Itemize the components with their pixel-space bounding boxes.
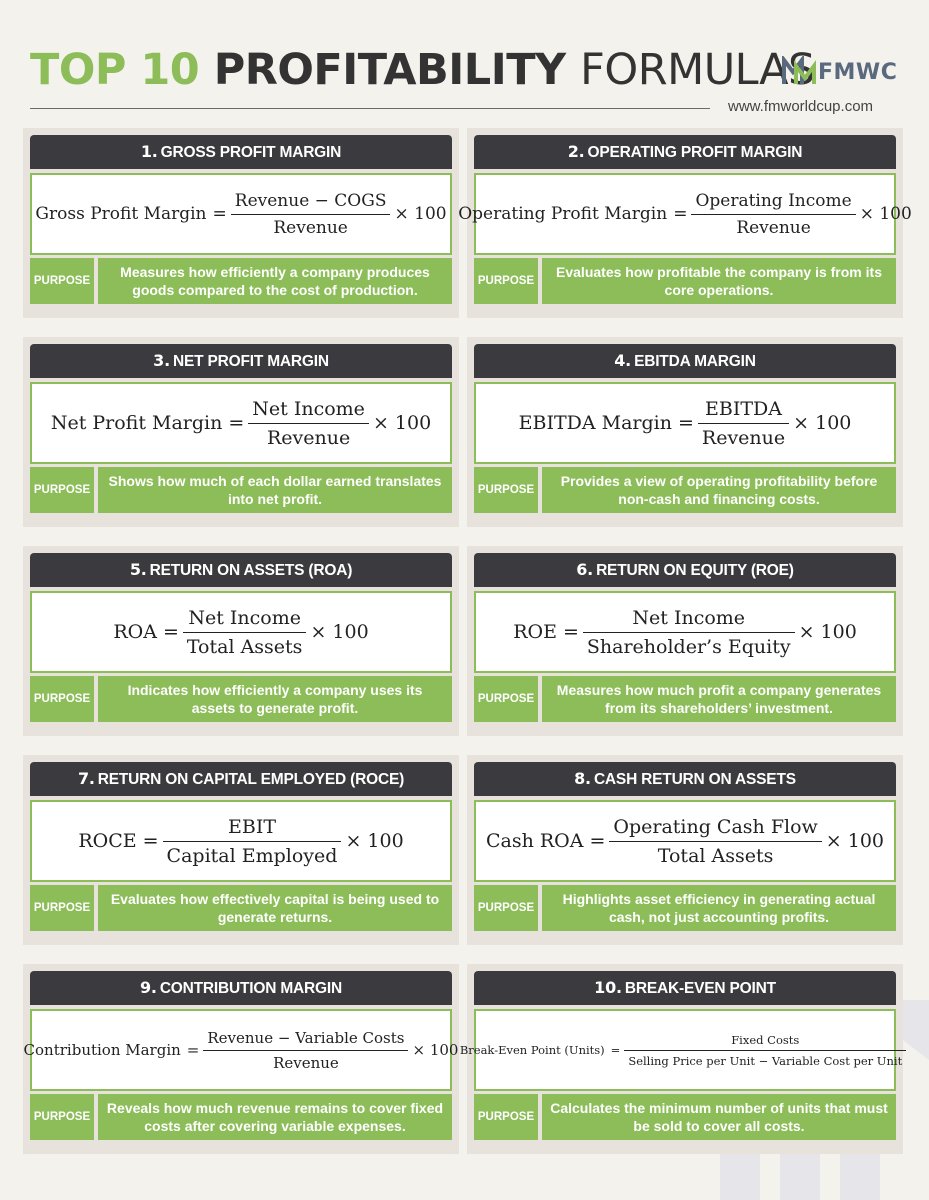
- equation: [35, 191, 446, 238]
- card-title-text: RETURN ON ASSETS (ROA): [149, 562, 353, 579]
- equals-sign: =: [673, 204, 688, 224]
- card-title: [30, 553, 452, 587]
- fraction: [583, 607, 795, 658]
- card-title-text: RETURN ON EQUITY (ROE): [596, 562, 794, 579]
- purpose-row: [474, 258, 896, 304]
- purpose-text: Indicates how efficiently a company uses its assets to generate profit.: [98, 676, 452, 722]
- formula-box: [30, 591, 452, 673]
- numerator: Net Income: [252, 397, 365, 420]
- card-title-text: EBITDA MARGIN: [634, 353, 756, 370]
- purpose-text: Evaluates how profitable the company is from its core operations.: [542, 258, 896, 304]
- purpose-label: PURPOSE: [474, 258, 538, 304]
- card-title-text: OPERATING PROFIT MARGIN: [587, 144, 803, 161]
- purpose-row: [30, 467, 452, 513]
- multiplier: × 100: [825, 830, 885, 852]
- formula-box: [30, 382, 452, 464]
- card-title: [30, 762, 452, 796]
- purpose-text: Highlights asset efficiency in generating actual cash, not just accounting profits.: [542, 885, 896, 931]
- numerator: Fixed Costs: [731, 1032, 800, 1047]
- formula-card-1: [23, 128, 459, 318]
- card-number: 8.: [574, 769, 591, 788]
- formula-box: [474, 800, 896, 882]
- purpose-row: [30, 885, 452, 931]
- equals-sign: =: [212, 204, 227, 224]
- website-link[interactable]: www.fmworldcup.com: [728, 98, 874, 115]
- purpose-label: PURPOSE: [474, 467, 538, 513]
- denominator: Capital Employed: [166, 844, 338, 867]
- denominator: Revenue: [273, 1053, 339, 1072]
- equals-sign: =: [677, 412, 694, 434]
- equation-lhs: Net Profit Margin: [50, 412, 223, 434]
- fraction: [231, 191, 391, 238]
- equation-lhs: Cash ROA: [485, 830, 584, 852]
- purpose-label: PURPOSE: [30, 467, 94, 513]
- purpose-label: PURPOSE: [474, 1094, 538, 1140]
- equation-lhs: ROA: [113, 621, 157, 643]
- fraction: [163, 816, 342, 867]
- fmwc-logo-icon: [782, 56, 816, 86]
- header-divider: [30, 108, 710, 109]
- card-number: 9.: [140, 978, 157, 997]
- equals-sign: =: [162, 621, 179, 643]
- multiplier: × 100: [310, 621, 369, 643]
- fmwc-logo: [782, 56, 902, 90]
- multiplier: × 100: [798, 621, 857, 643]
- formula-card-8: [467, 755, 903, 945]
- equation: [24, 1029, 459, 1072]
- denominator: Revenue: [701, 426, 786, 449]
- purpose-text: Reveals how much revenue remains to cover fixed costs after covering variable expenses.: [98, 1094, 452, 1140]
- denominator: Selling Price per Unit − Variable Cost per Unit: [628, 1053, 903, 1068]
- header: [30, 40, 900, 120]
- card-title: [474, 553, 896, 587]
- equation-lhs: Break-Even Point (Units): [459, 1043, 605, 1057]
- equation-lhs: Gross Profit Margin: [35, 204, 207, 224]
- purpose-text: Shows how much of each dollar earned translates into net profit.: [98, 467, 452, 513]
- equation: [78, 816, 403, 867]
- denominator: Revenue: [736, 217, 811, 238]
- title-top-10: TOP 10: [30, 45, 200, 95]
- purpose-text: Measures how efficiently a company produces goods compared to the cost of production.: [98, 258, 452, 304]
- equals-sign: =: [610, 1043, 621, 1057]
- page-title: [30, 42, 815, 98]
- card-title: [474, 971, 896, 1005]
- fraction: [698, 398, 789, 449]
- card-title: [474, 762, 896, 796]
- card-number: 2.: [567, 142, 585, 161]
- purpose-label: PURPOSE: [474, 885, 538, 931]
- numerator: Operating Cash Flow: [613, 815, 818, 838]
- purpose-row: [30, 1094, 452, 1140]
- equation-lhs: ROE: [513, 621, 557, 643]
- numerator: Operating Income: [695, 190, 852, 211]
- fraction: [624, 1033, 906, 1068]
- equation: [486, 816, 884, 867]
- multiplier: × 100: [412, 1041, 459, 1059]
- card-title-text: CONTRIBUTION MARGIN: [159, 980, 342, 997]
- denominator: Revenue: [273, 217, 348, 238]
- card-title: [474, 344, 896, 378]
- equation: [51, 398, 431, 449]
- formula-box: [458, 173, 912, 255]
- card-title: [474, 135, 896, 169]
- card-title: [30, 344, 452, 378]
- card-title-text: RETURN ON CAPITAL EMPLOYED (ROCE): [97, 771, 405, 788]
- multiplier: × 100: [859, 204, 912, 224]
- equation: [513, 607, 857, 658]
- formula-box: [23, 1009, 459, 1091]
- purpose-row: [474, 676, 896, 722]
- card-number: 3.: [153, 351, 170, 370]
- card-title: [30, 135, 452, 169]
- equation-lhs: EBITDA Margin: [518, 412, 672, 434]
- card-title-text: GROSS PROFIT MARGIN: [160, 144, 342, 161]
- formula-card-10: [459, 964, 903, 1154]
- numerator: Net Income: [632, 606, 746, 629]
- formula-box: [30, 173, 452, 255]
- multiplier: × 100: [793, 412, 852, 434]
- formula-card-6: [467, 546, 903, 736]
- numerator: Net Income: [188, 606, 301, 629]
- equation: [460, 1033, 910, 1068]
- multiplier: × 100: [394, 204, 447, 224]
- equation-lhs: Contribution Margin: [23, 1041, 181, 1059]
- formula-card-2: [458, 128, 912, 318]
- card-number: 1.: [140, 142, 158, 161]
- equation-lhs: Operating Profit Margin: [458, 204, 668, 224]
- purpose-label: PURPOSE: [30, 676, 94, 722]
- numerator: EBIT: [227, 815, 276, 838]
- card-title-text: NET PROFIT MARGIN: [172, 353, 329, 370]
- fraction: [183, 607, 307, 658]
- logo-text: FMWC: [818, 60, 898, 85]
- purpose-row: [30, 676, 452, 722]
- card-title-text: CASH RETURN ON ASSETS: [593, 771, 796, 788]
- card-title: [30, 971, 452, 1005]
- title-profitability: PROFITABILITY: [213, 45, 566, 95]
- denominator: Total Assets: [186, 635, 303, 658]
- formula-card-9: [23, 964, 459, 1154]
- equals-sign: =: [562, 621, 579, 643]
- formula-card-7: [23, 755, 459, 945]
- card-number: 10.: [594, 978, 622, 997]
- numerator: EBITDA: [705, 397, 782, 420]
- equals-sign: =: [186, 1041, 200, 1059]
- equals-sign: =: [228, 412, 245, 434]
- purpose-text: Calculates the minimum number of units that must be sold to cover all costs.: [542, 1094, 896, 1140]
- card-number: 6.: [576, 560, 594, 579]
- formula-box: [30, 800, 452, 882]
- fraction: [691, 191, 855, 238]
- equals-sign: =: [589, 830, 606, 852]
- denominator: Total Assets: [657, 844, 774, 867]
- numerator: Revenue − Variable Costs: [207, 1028, 405, 1047]
- purpose-row: [474, 885, 896, 931]
- purpose-label: PURPOSE: [30, 258, 94, 304]
- purpose-text: Measures how much profit a company generates from its shareholders’ investment.: [542, 676, 896, 722]
- formula-box: [474, 382, 896, 464]
- formula-box: [459, 1009, 903, 1091]
- equation-lhs: ROCE: [78, 830, 137, 852]
- fraction: [609, 816, 821, 867]
- purpose-row: [30, 258, 452, 304]
- purpose-label: PURPOSE: [474, 676, 538, 722]
- title-formulas: FORMULAS: [580, 45, 815, 95]
- denominator: Revenue: [266, 426, 351, 449]
- equals-sign: =: [142, 830, 159, 852]
- formula-card-4: [467, 337, 903, 527]
- purpose-label: PURPOSE: [30, 1094, 94, 1140]
- equation: [113, 607, 368, 658]
- purpose-text: Evaluates how effectively capital is being used to generate returns.: [98, 885, 452, 931]
- purpose-row: [474, 1094, 896, 1140]
- fraction: [203, 1029, 408, 1072]
- formula-card-3: [23, 337, 459, 527]
- denominator: Shareholder’s Equity: [586, 635, 791, 658]
- formula-box: [474, 591, 896, 673]
- card-number: 7.: [77, 769, 95, 788]
- purpose-row: [474, 467, 896, 513]
- purpose-label: PURPOSE: [30, 885, 94, 931]
- numerator: Revenue − COGS: [234, 190, 387, 211]
- formula-card-5: [23, 546, 459, 736]
- card-number: 4.: [614, 351, 632, 370]
- multiplier: × 100: [345, 830, 404, 852]
- equation: [458, 191, 912, 238]
- card-title-text: BREAK-EVEN POINT: [624, 980, 776, 997]
- purpose-text: Provides a view of operating profitability before non-cash and financing costs.: [542, 467, 896, 513]
- equation: [519, 398, 852, 449]
- card-number: 5.: [129, 560, 147, 579]
- multiplier: × 100: [372, 412, 432, 434]
- fraction: [248, 398, 369, 449]
